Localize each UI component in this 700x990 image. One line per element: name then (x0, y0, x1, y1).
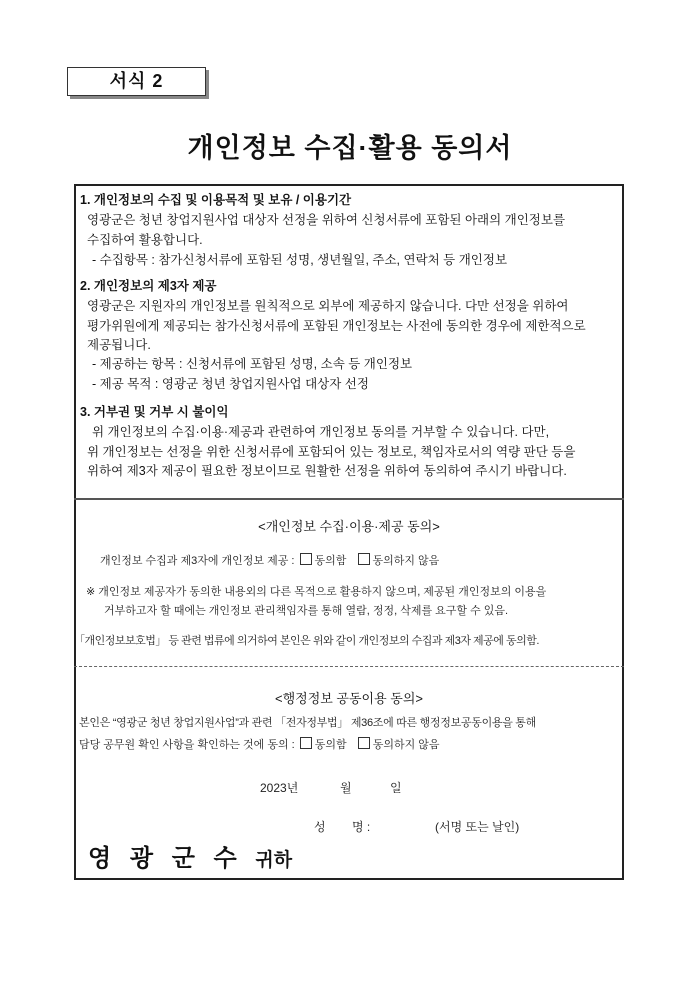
section-2-line: 영광군은 지원자의 개인정보를 원칙적으로 외부에 제공하지 않습니다. 다만 선정을 위하여 (87, 299, 569, 313)
section-3-line: 위 개인정보는 선정을 위한 신청서류에 포함되어 있는 정보로, 책임자로서의 역량 판단 등을 (87, 445, 576, 459)
document-title: 개인정보 수집·활용 동의서 (187, 133, 513, 163)
consent-2-heading: <행정정보 공동이용 동의> (275, 691, 423, 706)
section-3-heading: 3. 거부권 및 거부 시 불이익 (80, 405, 229, 419)
consent-2-line: 본인은 “영광군 청년 창업지원사업”과 관련 「전자정부법」 제36조에 따른 행정정보공동이용을 통해 (79, 717, 536, 729)
consent-2-disagree-label: 동의하지 않음 (372, 739, 440, 751)
addressee-suffix: 귀하 (255, 850, 293, 871)
consent-2-question: 담당 공무원 확인 사항을 확인하는 것에 동의 : (79, 739, 295, 751)
consent-1-row (100, 552, 439, 568)
section-3-line: 위 개인정보의 수집·이용·제공과 관련하여 개인정보 동의를 거부할 수 있습니다. 다만, (92, 425, 550, 439)
consent-1-note: 거부하고자 할 때에는 개인정보 관리책임자를 통해 열람, 정정, 삭제를 요구할 수 있음. (104, 605, 509, 617)
consent-1-note: ※ 개인정보 제공자가 동의한 내용외의 다른 목적으로 활용하지 않으며, 제공된 개인정보의 이용을 (86, 586, 547, 598)
section-1-line: 영광군은 청년 창업지원사업 대상자 선정을 위하여 신청서류에 포함된 아래의 개인정보를 (87, 213, 566, 227)
section-2-line: - 제공 목적 : 영광군 청년 창업지원사업 대상자 선정 (92, 377, 369, 391)
consent-1-question: 개인정보 수집과 제3자에 개인정보 제공 : (100, 555, 295, 567)
consent-2-disagree-checkbox[interactable] (358, 737, 370, 749)
section-1-line: - 수집항목 : 참가신청서류에 포함된 성명, 생년월일, 주소, 연락처 등 개인정보 (92, 253, 508, 267)
signature-label-1: 성 (314, 820, 326, 834)
consent-1-statement: 「개인정보보호법」 등 관련 법류에 의거하여 본인은 위와 같이 개인정보의 수집과 제3자 제공에 동의함. (74, 635, 539, 647)
date-month[interactable]: 월 (340, 781, 352, 795)
consent-2-agree-checkbox[interactable] (300, 737, 312, 749)
date-day[interactable]: 일 (390, 781, 402, 795)
consent-1-disagree-checkbox[interactable] (358, 553, 370, 565)
consent-1-disagree-label: 동의하지 않음 (372, 555, 440, 567)
consent-1-agree-label: 동의함 (314, 555, 347, 567)
addressee-name: 영 광 군 수 (88, 845, 243, 872)
consent-1-agree-checkbox[interactable] (300, 553, 312, 565)
consent-2-agree-label: 동의함 (314, 739, 347, 751)
section-2-line: 평가위원에게 제공되는 참가신청서류에 포함된 개인정보는 사전에 동의한 경우에 제한적으로 (87, 319, 586, 333)
section-1-line: 수집하여 활용합니다. (87, 233, 203, 247)
section-3-line: 위하여 제3자 제공이 필요한 정보이므로 원활한 선정을 위하여 동의하여 주시기 바랍니다. (87, 464, 567, 478)
section-2-heading: 2. 개인정보의 제3자 제공 (80, 279, 217, 293)
consent-1-heading: <개인정보 수집·이용·제공 동의> (258, 519, 440, 534)
addressee (88, 838, 292, 873)
section-2-line: - 제공하는 항목 : 신청서류에 포함된 성명, 소속 등 개인정보 (92, 357, 413, 371)
dashed-divider (74, 666, 624, 667)
section-2-line: 제공됩니다. (87, 338, 151, 352)
consent-2-row (79, 736, 440, 752)
date-year[interactable]: 2023년 (260, 781, 299, 795)
signature-label-2: 명 : (352, 820, 371, 834)
section-divider (74, 498, 624, 500)
form-number-label: 서식 2 (67, 67, 206, 96)
signature-hint[interactable]: (서명 또는 날인) (435, 820, 520, 834)
section-1-heading: 1. 개인정보의 수집 및 이용목적 및 보유 / 이용기간 (80, 193, 352, 207)
